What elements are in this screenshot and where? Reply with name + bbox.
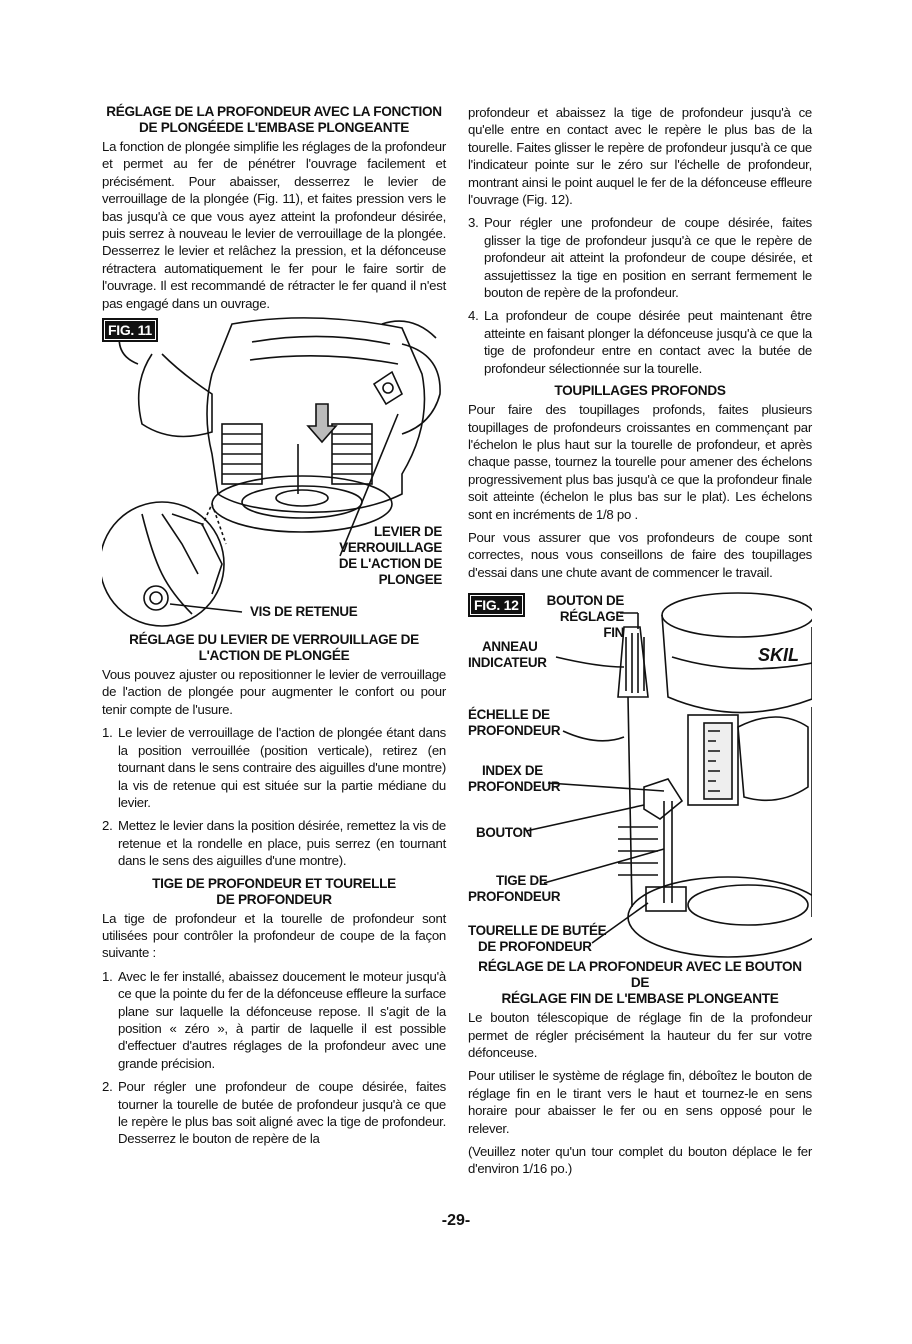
list-item: 4. La profondeur de coupe désirée peut maintenant être atteinte en faisant plonger la défonceuse jusqu'à ce que la tige de profondeur entre en contact avec la butée de profondeur sélectionnée sur la tourelle. [468,308,812,376]
fig-11-callout-screw: VIS DE RETENUE [250,604,358,620]
paragraph-lever-adjust: Vous pouvez ajuster ou repositionner le levier de verrouillage de l'action de plongée pour augmenter le confort ou pour tenir compte de l'usure. [102,667,446,717]
figure-11 [102,314,446,632]
list-item: 1. Le levier de verrouillage de l'action de plongée étant dans la position verrouillée (position verticale), retirez (en tournant dans le sens contraire des aiguilles d'une montre) la vis de retenue qui est située sur la partie médiane du levier. [102,725,446,810]
list-depth-steps [102,968,446,1148]
left-column [102,104,446,1154]
heading-depth-rod: TIGE DE PROFONDEUR ET TOURELLE DE PROFONDEUR [152,875,396,907]
fig-12-callout-knob: BOUTON [476,825,532,841]
heading-fine-adjust: RÉGLAGE DE LA PROFONDEUR AVEC LE BOUTON DE RÉGLAGE FIN DE L'EMBASE PLONGEANTE [478,959,802,1007]
fig-12-callout-turret: TOURELLE DE BUTÉE DE PROFONDEUR [468,923,607,955]
list-item: 3. Pour régler une profondeur de coupe désirée, faites glisser la tige de profondeur jusqu'à ce que le repère de profondeur ait atteint la profondeur de coupe désirée, et assujettissez la tige en position en serrant fermement le bouton de repère de la profondeur. [468,215,812,301]
paragraph-depth-rod: La tige de profondeur et la tourelle de profondeur sont utilisées pour contrôler la profondeur de coupe de la façon suivante : [102,910,446,961]
paragraph-continued: profondeur et abaissez la tige de profondeur jusqu'à ce qu'elle entre en contact avec le repère le plus bas de la tourelle. Faites glisser le repère de profondeur jusqu'à ce que l'indicateur pointe sur le zéro sur l'échelle de profondeur, montrant ainsi le point auquel le fer de la défonceuse effleure l'ouvrage (Fig. 12). [468,105,812,208]
fig-12-badge: FIG. 12 [468,593,525,617]
fig-12-brand: SKIL [758,645,800,666]
heading-deep-routing: TOUPILLAGES PROFONDS [554,383,726,399]
fig-12-callout-index: INDEX DE PROFONDEUR [468,763,561,795]
fig-11-callout-lever: LEVIER DE VERROUILLAGE DE L'ACTION DE PLONGEE [338,524,442,588]
paragraph-fine-adjust-1: Le bouton télescopique de réglage fin de la profondeur permet de régler précisément la hauteur du fer sur votre défonceuse. [468,1010,812,1060]
paragraph-fine-adjust-3: (Veuillez noter qu'un tour complet du bouton déplace le fer d'environ 1/16 po.) [468,1144,812,1177]
paragraph-test-cuts: Pour vous assurer que vos profondeurs de coupe sont correctes, nous vous conseillons de faire des toupillages d'essai dans une chute avant de commencer le travail. [468,529,812,580]
fig-12-callout-ring: ANNEAU INDICATEUR [468,639,547,671]
fig-12-callout-fine-knob: BOUTON DE RÉGLAGE FIN [546,593,624,641]
fig-12-callout-scale: ÉCHELLE DE PROFONDEUR [468,707,561,739]
paragraph-plunge-intro: La fonction de plongée simplifie les réglages de la profondeur et permet au fer de pénétrer l'ouvrage facilement et précisément. Pour abaisser, desserrez le levier de verrouillage de la plongée (Fig. 11), et faites pression vers le bas jusqu'à ce que vous ayez atteint la profondeur désirée, puis serrez à nouveau le levier de verrouillage de la plongée. Desserrez le levier et relâchez la pression, et la défonceuse rétractera automatiquement le fer pour le faire sortir de l'ouvrage. Il est recommandé de rétracter le fer quand il n'est pas engagé dans un ouvrage. [102,139,446,311]
figure-12 [468,587,812,959]
page-number: -29- [441,1212,471,1229]
list-item: 1. Avec le fer installé, abaissez doucement le moteur jusqu'à ce que la pointe du fer de la défonceuse effleure la surface plane sur laquelle la défonceuse repose. Il s'agit de la position « zéro », à partir de laquelle il est possible d'effectuer d'autres réglages de la profondeur avec une grande précision. [102,968,446,1071]
fig-12-callout-rod: TIGE DE PROFONDEUR [468,873,561,905]
right-column [468,104,812,1184]
heading-plunge-depth: RÉGLAGE DE LA PROFONDEUR AVEC LA FONCTION DE PLONGÉEDE L'EMBASE PLONGEANTE [106,104,442,135]
fig-11-badge: FIG. 11 [102,318,158,342]
list-depth-steps-continued [468,214,812,377]
list-item: 2. Pour régler une profondeur de coupe désirée, faites tourner la tourelle de butée de profondeur jusqu'à ce que le repère le plus bas soit aligné avec la tige de profondeur. Desserrez le bouton de repère de la [102,1079,446,1147]
paragraph-deep-routing: Pour faire des toupillages profonds, faites plusieurs toupillages de profondeurs croissantes en commençant par l'échelon le plus haut sur la tourelle de profondeur, et après chaque passe, tournez la tourelle pour amener des échelons progressivement plus bas jusqu'à ce que la profondeur finale soit atteinte (échelon le plus bas sur le plat). Les échelons sont en incréments de 1/8 po . [468,402,812,522]
heading-lever-adjust: RÉGLAGE DU LEVIER DE VERROUILLAGE DE L'ACTION DE PLONGÉE [129,632,419,664]
paragraph-fine-adjust-2: Pour utiliser le système de réglage fin, déboîtez le bouton de réglage fin en le tirant vers le haut et tournez-le en sens horaire pour abaisser le fer ou en sens opposé pour le relever. [468,1068,812,1136]
list-lever-steps [102,724,446,869]
list-item: 2. Mettez le levier dans la position désirée, remettez la vis de retenue et la rondelle en place, puis serrez (en tournant dans le sens des aiguilles d'une montre). [102,818,446,869]
